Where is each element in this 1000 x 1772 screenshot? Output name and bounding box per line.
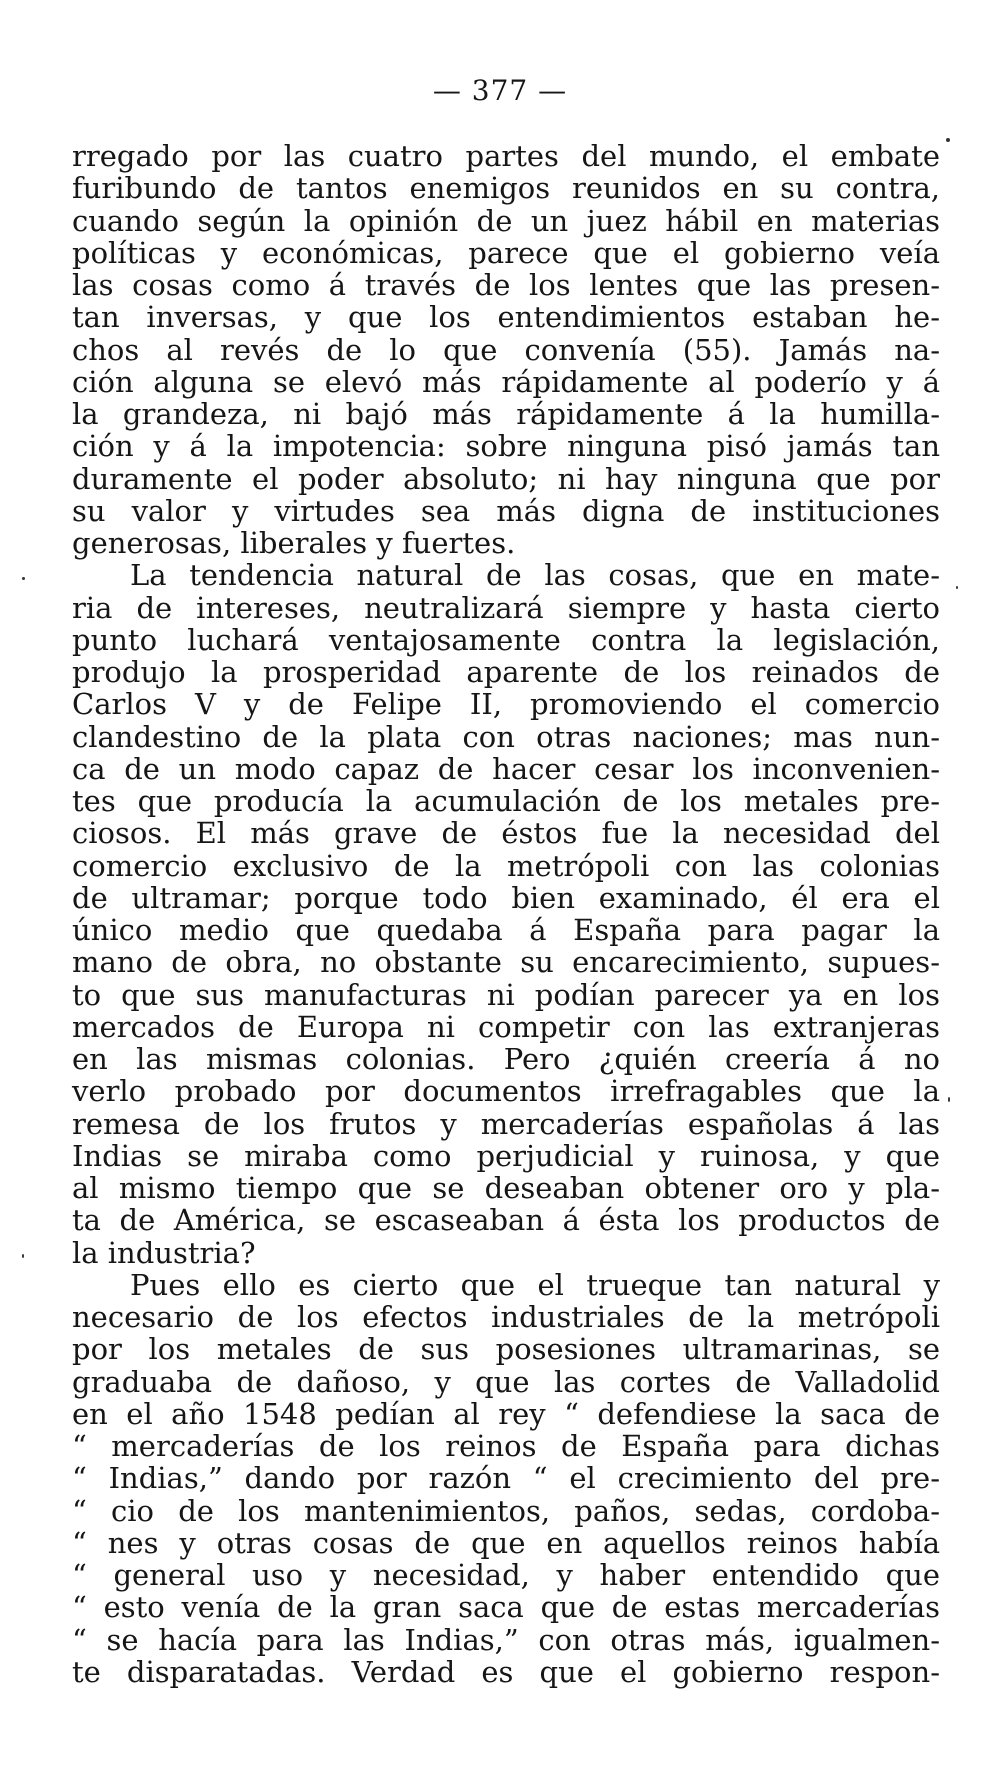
text-line: “ cio de los mantenimientos, paños, sedas, cordoba-	[72, 1493, 940, 1528]
text-line: chos al revés de lo que convenía (55). Jamás na-	[72, 332, 940, 367]
text-line: ria de intereses, neutralizará siempre y hasta cierto	[72, 590, 940, 625]
text-line: por los metales de sus posesiones ultramarinas, se	[72, 1332, 940, 1367]
print-speck	[22, 1254, 24, 1258]
text-line: “ esto venía de la gran saca que de estas mercaderías	[72, 1590, 940, 1625]
text-line: “ mercaderías de los reinos de España para dichas	[72, 1429, 941, 1463]
text-line: la industria?	[72, 1235, 256, 1270]
text-line: ciosos. El más grave de éstos fue la necesidad del	[72, 816, 940, 851]
text-line: mercados de Europa ni competir con las extranjeras	[72, 1009, 940, 1044]
text-line: su valor y virtudes sea más digna de instituciones	[72, 493, 940, 528]
text-line: “ nes y otras cosas de que en aquellos reinos había	[72, 1525, 941, 1560]
text-line: mano de obra, no obstante su encarecimiento, supues-	[72, 945, 940, 980]
text-line: en las mismas colonias. Pero ¿quién creería á no	[72, 1042, 940, 1076]
print-speck	[946, 138, 950, 142]
text-line: La tendencia natural de las cosas, que en mate-	[130, 558, 941, 593]
text-line: generosas, liberales y fuertes.	[72, 526, 516, 560]
text-line: Indias se miraba como perjudicial y ruinosa, y que	[72, 1138, 940, 1173]
text-line: produjo la prosperidad aparente de los reinados de	[72, 655, 940, 689]
body-text	[72, 140, 940, 1688]
text-line: tes que producía la acumulación de los metales pre-	[72, 784, 940, 818]
print-speck	[22, 577, 25, 580]
text-line: graduaba de dañoso, y que las cortes de Valladolid	[72, 1364, 940, 1399]
text-line: to que sus manufacturas ni podían parecer ya en los	[72, 977, 940, 1012]
text-line: tan inversas, y que los entendimientos estaban he-	[72, 300, 940, 335]
text-line: Pues ello es cierto que el trueque tan natural y	[130, 1267, 940, 1302]
text-line: al mismo tiempo que se deseaban obtener oro y pla-	[72, 1171, 940, 1205]
text-line: necesario de los efectos industriales de la metrópoli	[72, 1300, 940, 1334]
text-line: verlo probado por documentos irrefragables que la	[72, 1074, 940, 1109]
text-line: políticas y económicas, parece que el gobierno veía	[72, 235, 940, 270]
text-line: furibundo de tantos enemigos reunidos en su contra,	[72, 171, 940, 206]
text-line: duramente el poder absoluto; ni hay ninguna que por	[72, 461, 940, 496]
text-line: ta de América, se escaseaban á ésta los productos de	[72, 1203, 940, 1238]
text-line: punto luchará ventajosamente contra la legislación,	[72, 622, 940, 657]
text-line: único medio que quedaba á España para pagar la	[72, 913, 940, 947]
text-line: las cosas como á través de los lentes que las presen-	[72, 268, 940, 302]
text-line: clandestino de la plata con otras naciones; mas nun-	[72, 719, 940, 754]
text-line: te disparatadas. Verdad es que el gobierno respon-	[72, 1654, 940, 1689]
text-line: “ general uso y necesidad, y haber entendido que	[72, 1558, 940, 1592]
print-speck	[956, 586, 958, 589]
text-line: remesa de los frutos y mercaderías españolas á las	[72, 1106, 940, 1141]
text-line: ción y á la impotencia: sobre ninguna pisó jamás tan	[72, 429, 940, 464]
text-line: en el año 1548 pedían al rey “ defendiese la saca de	[72, 1396, 940, 1431]
print-speck	[948, 1097, 950, 1102]
text-line: cuando según la opinión de un juez hábil en materias	[72, 203, 940, 238]
text-line: comercio exclusivo de la metrópoli con las colonias	[72, 848, 940, 883]
text-line: “ se hacía para las Indias,” con otras más, igualmen-	[72, 1622, 940, 1657]
text-line: Carlos V y de Felipe II, promoviendo el comercio	[72, 687, 940, 722]
text-line: ción alguna se elevó más rápidamente al poderío y á	[72, 364, 940, 399]
text-line: rregado por las cuatro partes del mundo, el embate	[72, 139, 940, 173]
text-line: la grandeza, ni bajó más rápidamente á la humilla-	[72, 397, 940, 431]
page-number: — 377 —	[432, 74, 568, 107]
text-line: ca de un modo capaz de hacer cesar los inconvenien-	[72, 751, 940, 786]
text-line: “ Indias,” dando por razón “ el crecimiento del pre-	[72, 1461, 940, 1496]
text-line: de ultramar; porque todo bien examinado, él era el	[72, 880, 940, 915]
